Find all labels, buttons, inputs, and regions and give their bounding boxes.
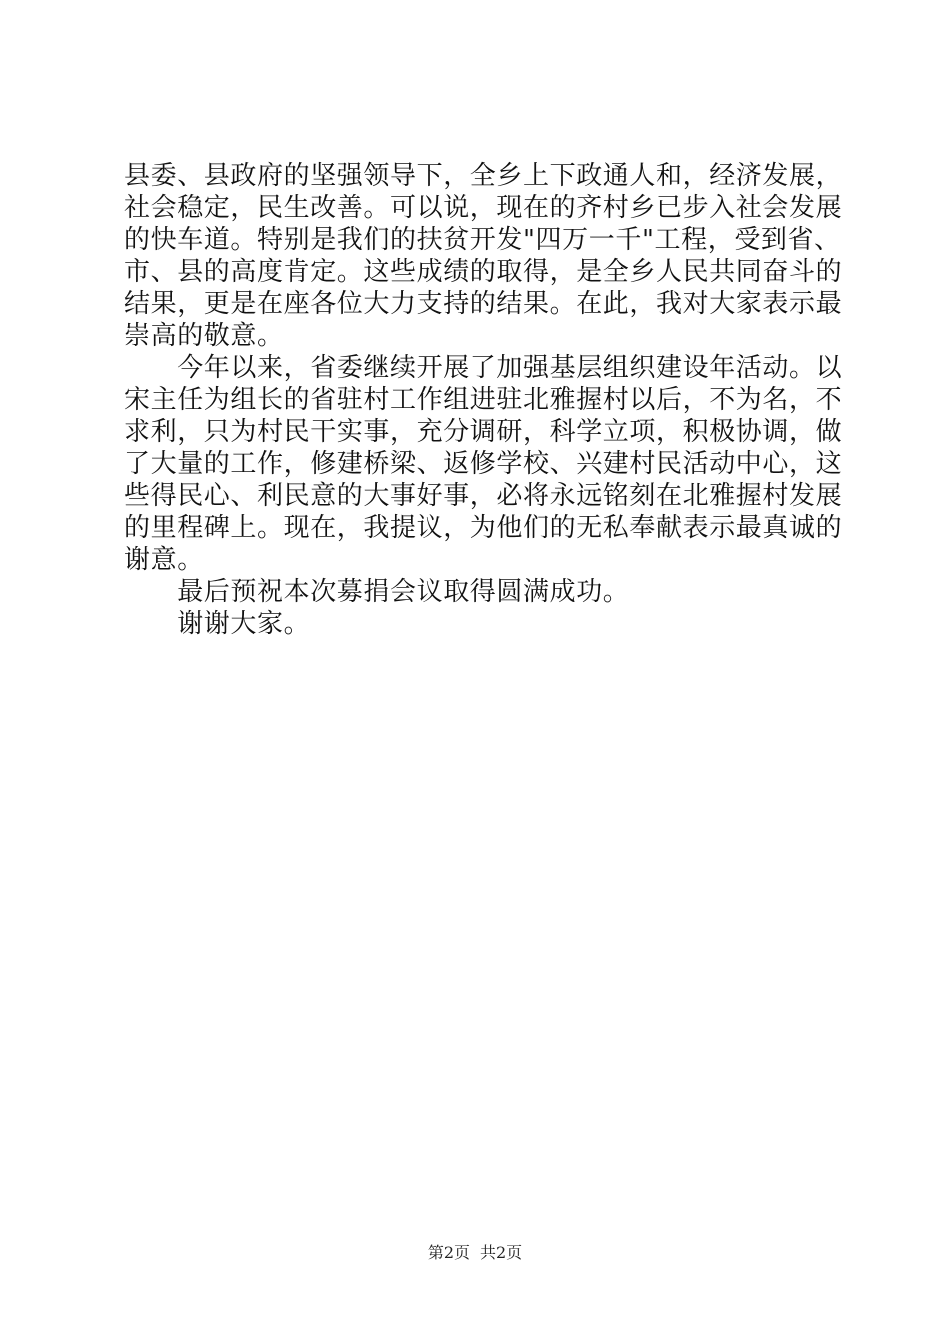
body-line: 县委、县政府的坚强领导下，全乡上下政通人和，经济发展， xyxy=(124,161,843,191)
body-line: 崇高的敬意。 xyxy=(124,321,284,351)
body-line: 谢意。 xyxy=(124,545,204,575)
body-line: 谢谢大家。 xyxy=(124,609,311,639)
body-line: 的快车道。特别是我们的扶贫开发"四万一千"工程，受到省、 xyxy=(124,225,841,255)
body-line: 求利，只为村民干实事，充分调研，科学立项，积极协调，做 xyxy=(124,417,843,447)
body-line: 结果，更是在座各位大力支持的结果。在此，我对大家表示最 xyxy=(124,289,843,319)
page-number-current: 第2页 xyxy=(427,1243,470,1262)
page-footer xyxy=(0,1242,950,1264)
body-line: 了大量的工作，修建桥梁、返修学校、兴建村民活动中心，这 xyxy=(124,449,843,479)
body-line: 市、县的高度肯定。这些成绩的取得，是全乡人民共同奋斗的 xyxy=(124,257,843,287)
document-body xyxy=(124,160,843,640)
page-number-total: 共2页 xyxy=(480,1243,523,1262)
body-line: 些得民心、利民意的大事好事，必将永远铭刻在北雅握村发展 xyxy=(124,481,843,511)
body-line: 最后预祝本次募捐会议取得圆满成功。 xyxy=(124,577,630,607)
body-line: 今年以来，省委继续开展了加强基层组织建设年活动。以 xyxy=(124,353,843,383)
body-line: 社会稳定，民生改善。可以说，现在的齐村乡已步入社会发展 xyxy=(124,193,843,223)
body-line: 的里程碑上。现在，我提议，为他们的无私奉献表示最真诚的 xyxy=(124,513,843,543)
body-line: 宋主任为组长的省驻村工作组进驻北雅握村以后，不为名，不 xyxy=(124,385,843,415)
